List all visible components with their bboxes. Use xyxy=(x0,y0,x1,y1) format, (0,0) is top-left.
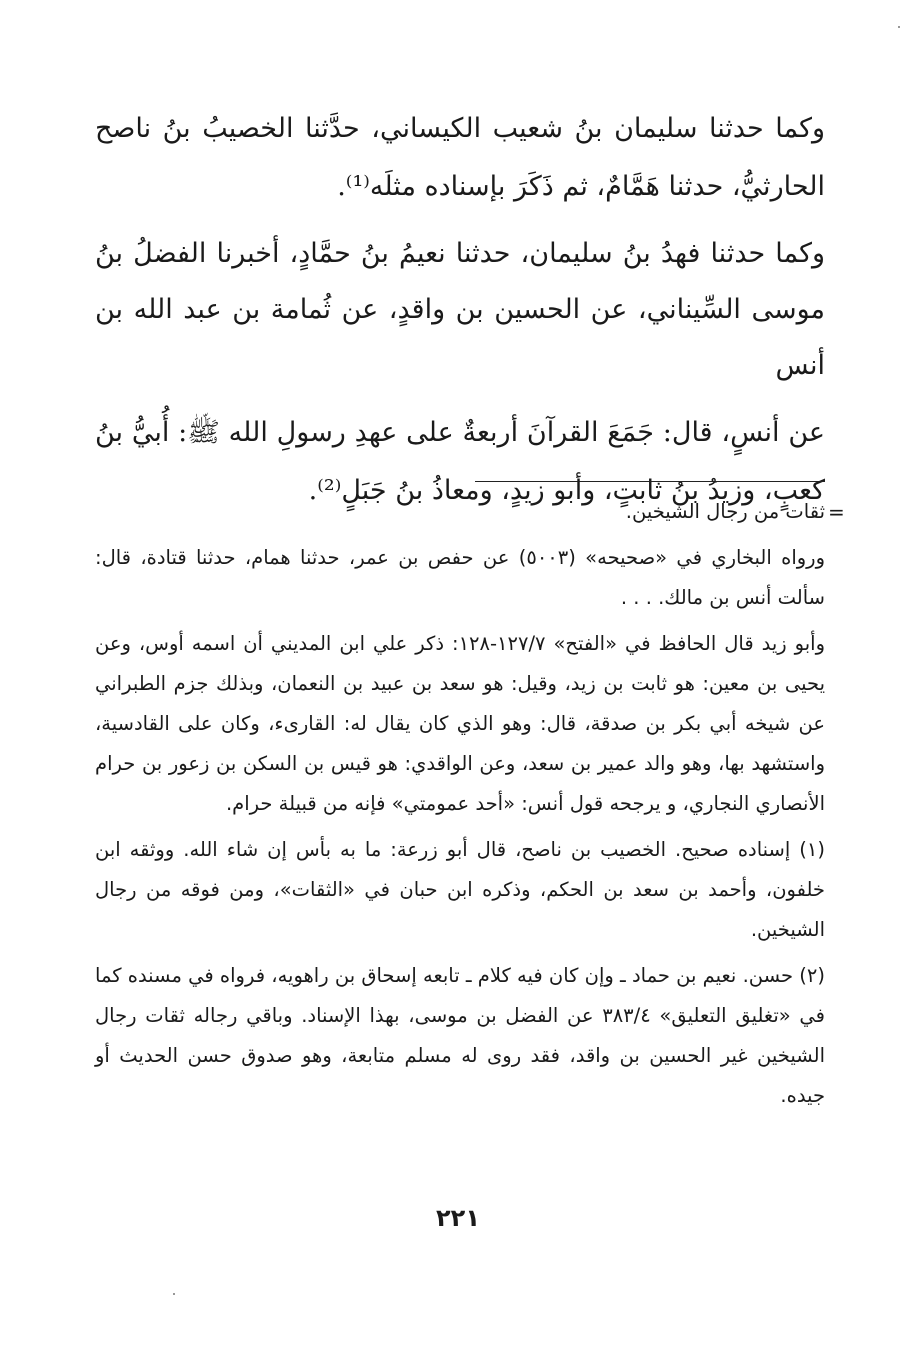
footnote-abu-zayd: وأبو زيد قال الحافظ في «الفتح» ١٢٧/٧-١٢٨: ذكر علي ابن المديني أن اسمه أوس، وعن يحيى بن معين: هو ثابت بن زيد، وقيل: هو سعد بن عبيد بن النعمان، وبذلك جزم الطبراني عن شيخه أبي بكر بن صدقة، قال: وهو الذي كان يقال له: القارىء، وكان على القادسية، واستشهد بها، وهو والد عمير بن سعد، وعن الواقدي: هو قيس بن السكن بن زعور بن حرام الأنصاري النجاري، و يرجحه قول أنس: «أحد عمومتي» فإنه من قبيلة حرام. xyxy=(95,632,826,815)
footnote-continuation-mark: = xyxy=(828,500,845,524)
main-text xyxy=(95,100,825,530)
footnote-2: (٢) حسن. نعيم بن حماد ـ وإن كان فيه كلام ـ تابعه إسحاق بن راهويه، فرواه في مسنده كما في «تغليق التعليق» ٣٨٣/٤ عن الفضل بن موسى، بهذا الإسناد. وباقي رجاله ثقات رجال الشيخين غير الحسين بن واقد، فقد روى له مسلم متابعة، وهو صدوق حسن الحديث أو جيده. xyxy=(95,964,825,1107)
footnotes xyxy=(95,492,825,1122)
scan-speck xyxy=(898,26,900,28)
hadith-paragraph-2: وكما حدثنا فهدُ بنُ سليمان، حدثنا نعيمُ بنُ حمَّادٍ، أخبرنا الفضلُ بنُ موسى السِّيناني، عن الحسين بن واقدٍ، عن ثُمامة بن عبد الله بن أنس xyxy=(95,238,825,381)
footnote-1: (١) إسناده صحيح. الخصيب بن ناصح، قال أبو زرعة: ما به بأس إن شاء الله. ووثقه ابن خلفون، وأحمد بن سعد بن الحكم، وذكره ابن حبان في «الثقات»، ومن فوقه من رجال الشيخين. xyxy=(95,838,825,941)
hadith-paragraph-3: عن أنسٍ، قال: جَمَعَ القرآنَ أربعةٌ على عهدِ رسولِ الله ﷺ: أُبيُّ بنُ كعبٍ، وزيدُ بنُ ثابتٍ، وأبو زيدٍ، ومعاذُ بنُ جَبَلٍ⁽²⁾. xyxy=(95,417,825,506)
hadith-paragraph-1: وكما حدثنا سليمان بنُ شعيب الكيساني، حدَّثنا الخصيبُ بنُ ناصح الحارثيُّ، حدثنا هَمَّامٌ، ثم ذَكَرَ بإسناده مثلَه⁽¹⁾. xyxy=(95,113,825,202)
scan-speck xyxy=(173,1293,175,1295)
footnote-bukhari: ورواه البخاري في «صحيحه» (٥٠٠٣) عن حفص بن عمر، حدثنا همام، حدثنا قتادة، قال: سألت أنس بن مالك. . . . xyxy=(95,546,825,609)
footnote-continuation: ثقات من رجال الشيخين. xyxy=(625,500,825,523)
page-number: ٢٢١ xyxy=(436,1204,480,1232)
footnote-divider xyxy=(475,481,825,482)
